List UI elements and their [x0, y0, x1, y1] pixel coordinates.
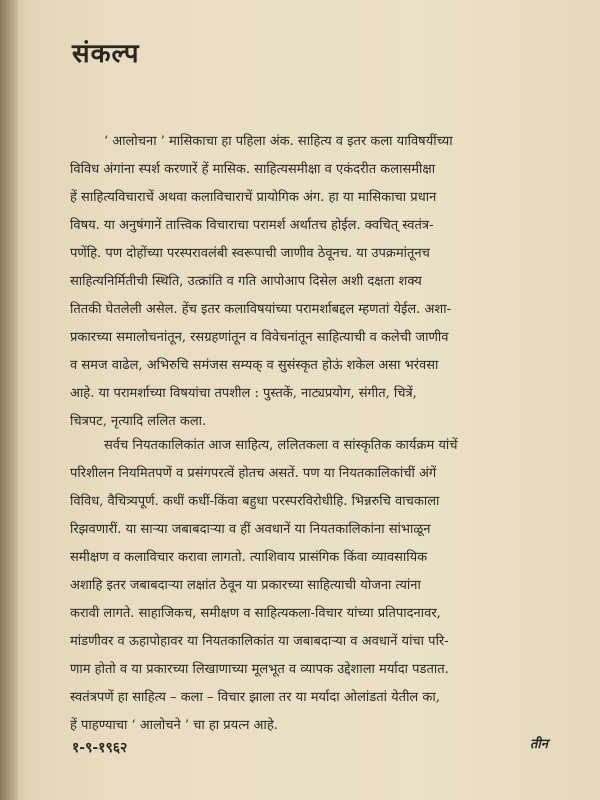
paragraph-line: मांडणीवर व ऊहापोहावर या नियतकालिकांत या जबाबदाऱ्या व अवधानें यांचा परि- — [70, 634, 449, 649]
paragraph-line: विविध, वैचित्र्यपूर्ण. कधीं कधीं-किंवा बहुधा परस्परविरोधीहि. भिन्नरुचि वाचकाला — [70, 494, 440, 509]
paragraph-line: पणेंहि. पण दोहोंच्या परस्परावलंबी स्वरूपाची जाणीव ठेवूनच. या उपक्रमांतूनच — [70, 246, 430, 261]
paragraph-line: आहे. या परामर्शाच्या विषयांचा तपशील : पुस्तकें, नाट्यप्रयोग, संगीत, चित्रें, — [70, 386, 417, 401]
paragraph-line: सर्वच नियतकालिकांत आज साहित्य, ललितकला व सांस्कृतिक कार्यक्रम यांचें — [104, 438, 458, 453]
paragraph-line: चित्रपट, नृत्यादि ललित कला. — [70, 414, 207, 429]
paragraph-line: प्रकारच्या समालोचनांतून, रसग्रहणांतून व विवेचनांतून साहित्याची व कलेची जाणीव — [70, 330, 449, 345]
paragraph-line: व समज वाढेल, अभिरुचि समंजस सम्यक् व सुसंस्कृत होऊं शकेल असा भरंवसा — [70, 358, 439, 373]
page-title: संकल्प — [72, 39, 140, 69]
paragraph-line: हें साहित्यविचाराचें अथवा कलाविचाराचें प्रायोगिक अंग. हा या मासिकाचा प्रधान — [70, 190, 437, 205]
paragraph-line: ‘ आलोचना ’ मासिकाचा हा पहिला अंक. साहित्य व इतर कला याविषयींच्या — [104, 134, 453, 149]
paragraph-line: अशाहि इतर जबाबदाऱ्या लक्षांत ठेवून या प्रकारच्या साहित्याची योजना त्यांना — [70, 578, 421, 593]
paragraph-line: करावी लागते. साहाजिकच, समीक्षण व साहित्यकला-विचार यांच्या प्रतिपादनावर, — [70, 606, 441, 621]
paragraph-line: स्वतंत्रपणें हा साहित्य – कला – विचार झाला तर या मर्यादा ओलांडतां येतील का, — [70, 690, 440, 705]
paragraph-line: परिशीलन नियमितपणें व प्रसंगपरत्वें होतच असतें. पण या नियतकालिकांचीं अंगें — [70, 466, 437, 481]
paragraph-line: णाम होतो व या प्रकारच्या लिखाणाच्या मूलभूत व व्यापक उद्देशाला मर्यादा पडतात. — [70, 662, 449, 677]
paragraph-line: रिझवणारीं. या साऱ्या जबाबदाऱ्या व हीं अवधानें या नियतकालिकांना सांभाळून — [70, 522, 431, 537]
paragraph-line: साहित्यनिर्मितीची स्थिति, उत्क्रांति व गति आपोआप दिसेल अशी दक्षता शक्य — [70, 274, 422, 289]
paragraph-line: विषय. या अनुषंगानें तात्त्विक विचाराचा परामर्श अर्थातच होईल. क्वचित् स्वतंत्र- — [70, 218, 434, 233]
book-spine — [0, 0, 18, 800]
paragraph-1 — [70, 128, 568, 436]
paragraph-2 — [70, 432, 568, 740]
page-number: तीन — [530, 737, 548, 752]
paragraph-line: विविध अंगांना स्पर्श करणारें हें मासिक. साहित्यसमीक्षा व एकंदरीत कलासमीक्षा — [70, 162, 436, 177]
issue-date: १-९-१९६२ — [72, 740, 128, 756]
paragraph-line: तितकी घेतलेली असेल. हेंच इतर कलाविषयांच्या परामर्शाबद्दल म्हणतां येईल. अशा- — [70, 302, 451, 317]
paragraph-line: हें पाहण्याचा ‘ आलोचने ’ चा हा प्रयत्न आहे. — [70, 718, 278, 733]
paragraph-line: समीक्षण व कलाविचार करावा लागतो. त्याशिवाय प्रासंगिक किंवा व्यावसायिक — [70, 550, 428, 565]
